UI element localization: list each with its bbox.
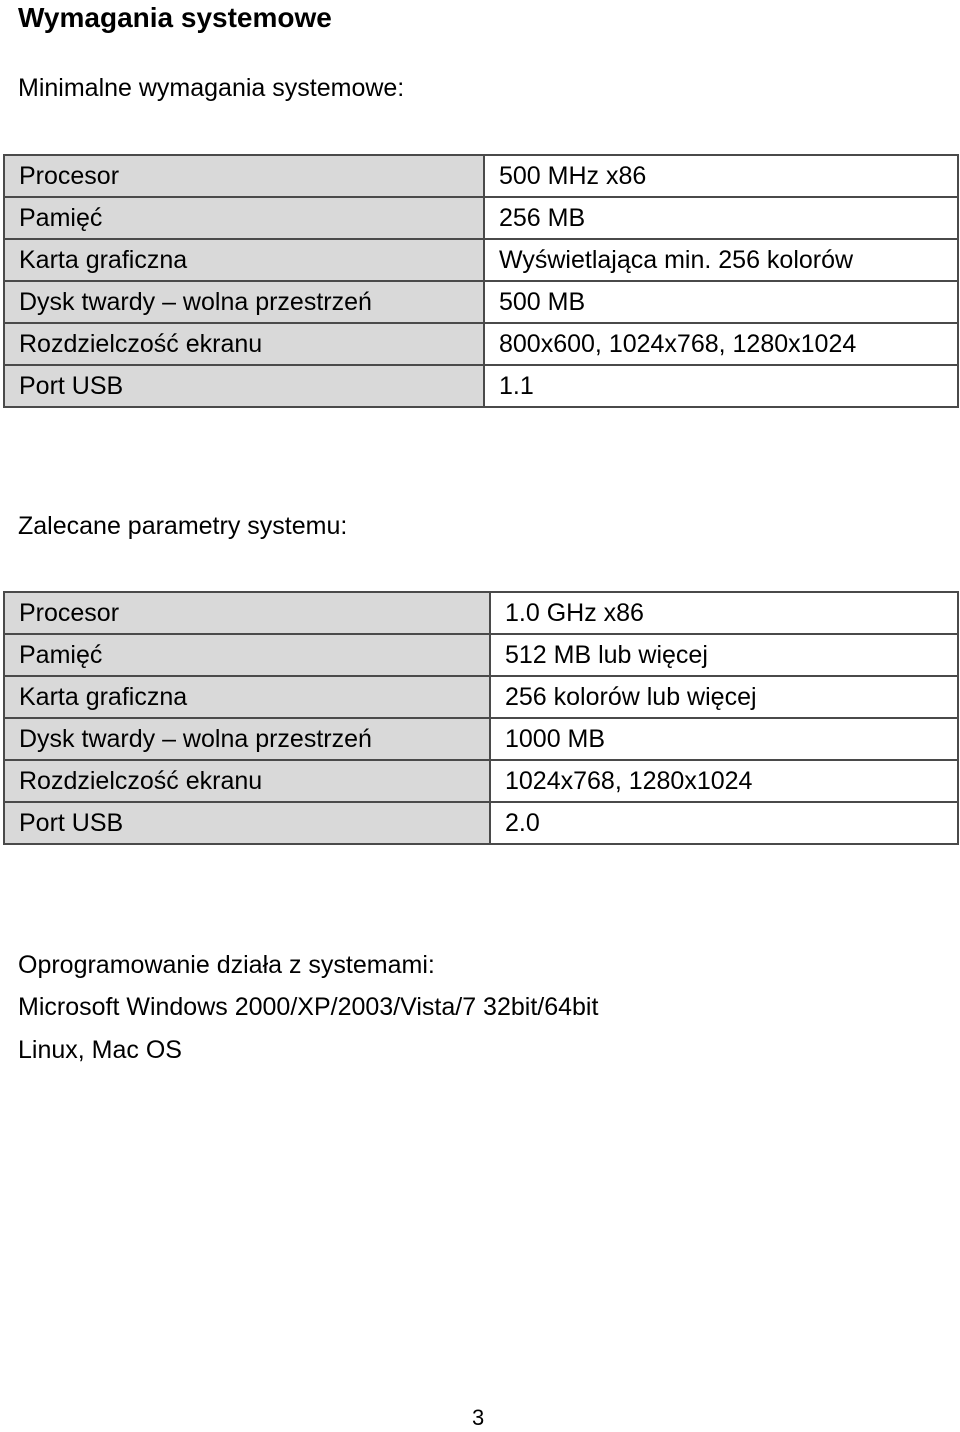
spec-value-processor: 500 MHz x86: [484, 155, 958, 197]
supported-os-linux-mac: Linux, Mac OS: [18, 1036, 182, 1064]
minimal-requirements-intro: Minimalne wymagania systemowe:: [18, 74, 405, 102]
supported-os-windows: Microsoft Windows 2000/XP/2003/Vista/7 32bit/64bit: [18, 993, 599, 1021]
spec-value-processor: 1.0 GHz x86: [490, 592, 958, 634]
spec-value-graphics-card: Wyświetlająca min. 256 kolorów: [484, 239, 958, 281]
table-row: [4, 760, 958, 802]
spec-label-screen-resolution: Rozdzielczość ekranu: [4, 760, 490, 802]
recommended-parameters-table: [3, 591, 959, 845]
spec-value-screen-resolution: 800x600, 1024x768, 1280x1024: [484, 323, 958, 365]
spec-value-usb-port: 1.1: [484, 365, 958, 407]
recommended-parameters-intro: Zalecane parametry systemu:: [18, 512, 348, 540]
spec-label-memory: Pamięć: [4, 197, 484, 239]
spec-label-graphics-card: Karta graficzna: [4, 676, 490, 718]
table-row: [4, 155, 958, 197]
spec-label-processor: Procesor: [4, 592, 490, 634]
table-row: [4, 365, 958, 407]
spec-value-memory: 256 MB: [484, 197, 958, 239]
table-row: [4, 634, 958, 676]
spec-value-memory: 512 MB lub więcej: [490, 634, 958, 676]
spec-value-disk-space: 500 MB: [484, 281, 958, 323]
page-title: Wymagania systemowe: [18, 2, 332, 33]
spec-label-disk-space: Dysk twardy – wolna przestrzeń: [4, 281, 484, 323]
table-row: [4, 323, 958, 365]
spec-label-graphics-card: Karta graficzna: [4, 239, 484, 281]
spec-label-memory: Pamięć: [4, 634, 490, 676]
table-row: [4, 802, 958, 844]
spec-label-processor: Procesor: [4, 155, 484, 197]
table-row: [4, 676, 958, 718]
table-row: [4, 239, 958, 281]
software-compatibility-intro: Oprogramowanie działa z systemami:: [18, 951, 435, 979]
spec-label-disk-space: Dysk twardy – wolna przestrzeń: [4, 718, 490, 760]
minimal-requirements-table: [3, 154, 959, 408]
spec-value-graphics-card: 256 kolorów lub więcej: [490, 676, 958, 718]
page-number: 3: [472, 1405, 485, 1430]
table-row: [4, 718, 958, 760]
spec-value-screen-resolution: 1024x768, 1280x1024: [490, 760, 958, 802]
spec-value-usb-port: 2.0: [490, 802, 958, 844]
spec-value-disk-space: 1000 MB: [490, 718, 958, 760]
spec-label-usb-port: Port USB: [4, 802, 490, 844]
table-row: [4, 197, 958, 239]
spec-label-screen-resolution: Rozdzielczość ekranu: [4, 323, 484, 365]
table-row: [4, 592, 958, 634]
table-row: [4, 281, 958, 323]
spec-label-usb-port: Port USB: [4, 365, 484, 407]
